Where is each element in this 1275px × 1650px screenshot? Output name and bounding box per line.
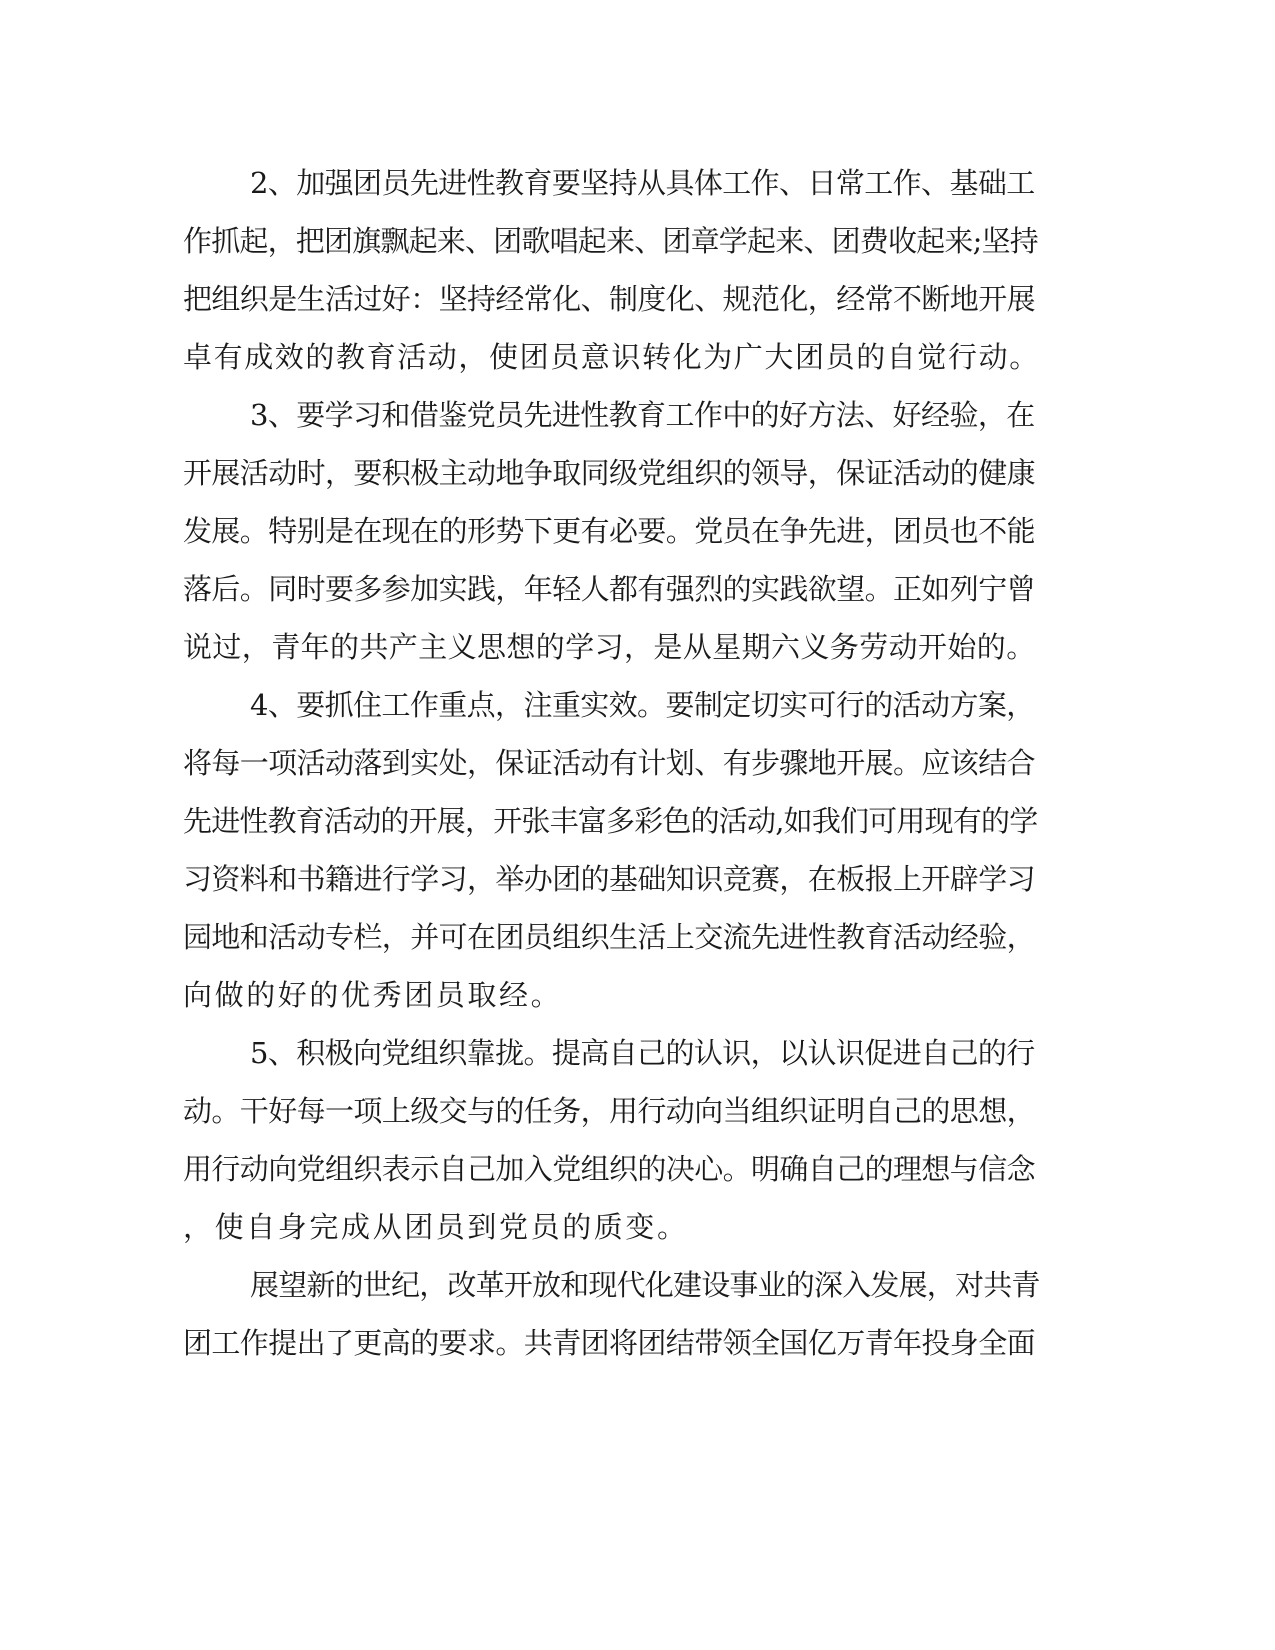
paragraph-4-line-4: 习资料和书籍进行学习，举办团的基础知识竞赛，在板报上开辟学习 — [183, 862, 1036, 896]
paragraph-3-line-3: 发展。特别是在现在的形势下更有必要。党员在争先进，团员也不能 — [183, 514, 1036, 548]
paragraph-4-line-5: 园地和活动专栏，并可在团员组织生活上交流先进性教育活动经验， — [183, 920, 1036, 954]
paragraph-2-line-4: 卓有成效的教育活动，使团员意识转化为广大团员的自觉行动。 — [183, 340, 1040, 374]
paragraph-4-line-1: 4、要抓住工作重点，注重实效。要制定切实可行的活动方案， — [250, 688, 1035, 722]
paragraph-4-line-3: 先进性教育活动的开展，开张丰富多彩色的活动,如我们可用现有的学 — [183, 804, 1038, 838]
paragraph-2-line-1: 2、加强团员先进性教育要坚持从具体工作、日常工作、基础工 — [250, 166, 1035, 200]
paragraph-3-line-2: 开展活动时，要积极主动地争取同级党组织的领导，保证活动的健康 — [183, 456, 1036, 490]
paragraph-3-line-4: 落后。同时要多参加实践，年轻人都有强烈的实践欲望。正如列宁曾 — [183, 572, 1036, 606]
paragraph-6-line-2: 团工作提出了更高的要求。共青团将团结带领全国亿万青年投身全面 — [183, 1326, 1036, 1360]
paragraph-4-line-2: 将每一项活动落到实处，保证活动有计划、有步骤地开展。应该结合 — [183, 746, 1036, 780]
paragraph-3-line-1: 3、要学习和借鉴党员先进性教育工作中的好方法、好经验，在 — [250, 398, 1035, 432]
paragraph-6-line-1: 展望新的世纪，改革开放和现代化建设事业的深入发展，对共青 — [250, 1268, 1040, 1302]
paragraph-5-line-1: 5、积极向党组织靠拢。提高自己的认识，以认识促进自己的行 — [250, 1036, 1035, 1070]
paragraph-5-line-4: ，使自身完成从团员到党员的质变。 — [183, 1210, 689, 1244]
paragraph-4-line-6: 向做的好的优秀团员取经。 — [183, 978, 563, 1012]
paragraph-3-line-5: 说过，青年的共产主义思想的学习，是从星期六义务劳动开始的。 — [183, 630, 1036, 664]
paragraph-5-line-2: 动。干好每一项上级交与的任务，用行动向当组织证明自己的思想， — [183, 1094, 1036, 1128]
paragraph-2-line-3: 把组织是生活过好：坚持经常化、制度化、规范化，经常不断地开展 — [183, 282, 1036, 316]
paragraph-2-line-2: 作抓起，把团旗飘起来、团歌唱起来、团章学起来、团费收起来;坚持 — [183, 224, 1038, 258]
paragraph-5-line-3: 用行动向党组织表示自己加入党组织的决心。明确自己的理想与信念 — [183, 1152, 1036, 1186]
